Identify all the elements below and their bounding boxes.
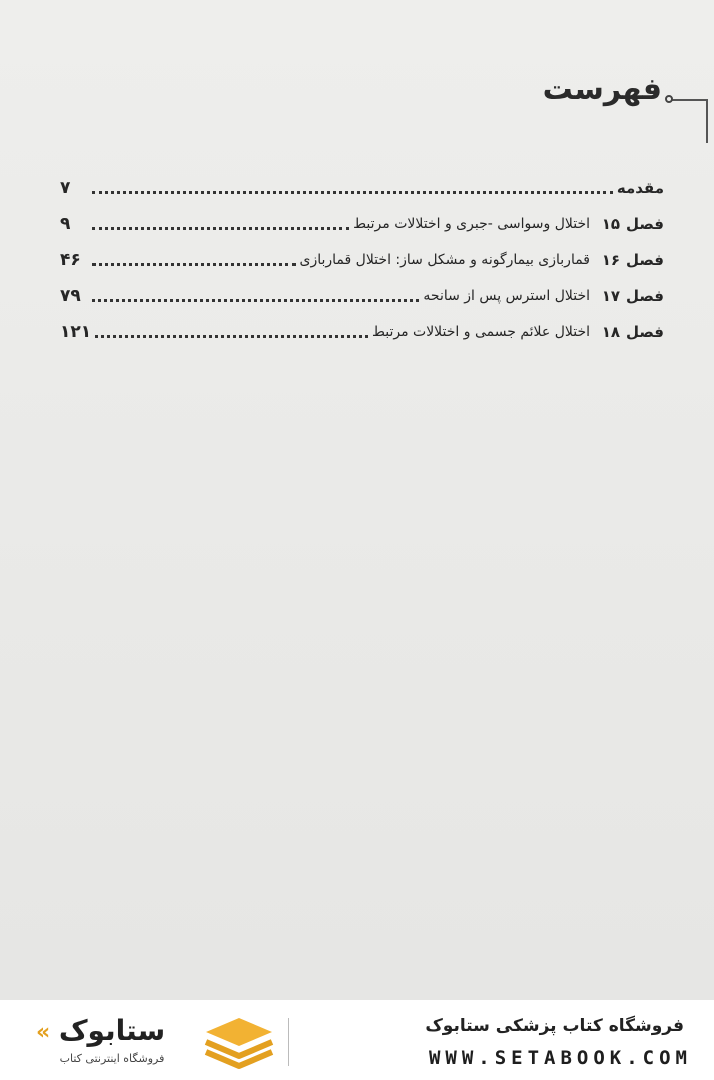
toc-leader-dots bbox=[92, 299, 419, 302]
logo-arrows-icon: « bbox=[36, 1020, 51, 1045]
store-url-link[interactable]: WWW.SETABOOK.COM bbox=[428, 1047, 692, 1069]
toc-page-number: ۴۶ bbox=[60, 250, 81, 270]
toc-page-number: ۹ bbox=[60, 214, 71, 234]
toc-row-intro[interactable] bbox=[60, 170, 664, 206]
toc-leader-dots bbox=[92, 263, 296, 266]
title-frame-line bbox=[672, 99, 708, 101]
toc-row-chapter-18[interactable] bbox=[60, 314, 664, 350]
chapter-number: ۱۵ bbox=[601, 215, 620, 233]
toc-chapter-label bbox=[598, 251, 664, 269]
toc-chapter-label bbox=[598, 215, 664, 233]
toc-entry-title: قماربازی بیمارگونه و مشکل ساز: اختلال قماربازی bbox=[299, 252, 590, 268]
toc-row-chapter-16[interactable] bbox=[60, 242, 664, 278]
chapter-word: فصل bbox=[626, 323, 664, 341]
toc-leader-dots bbox=[92, 191, 613, 194]
title-frame-line-vertical bbox=[706, 99, 708, 143]
toc-page-number: ۱۲۱ bbox=[60, 322, 92, 342]
toc-entry-title: مقدمه bbox=[616, 179, 664, 197]
toc-page-number: ۷۹ bbox=[60, 286, 81, 306]
chapter-word: فصل bbox=[626, 251, 664, 269]
toc-page-number: ۷ bbox=[60, 178, 71, 198]
toc-row-chapter-15[interactable] bbox=[60, 206, 664, 242]
page-title: فهرست bbox=[542, 72, 662, 107]
chapter-word: فصل bbox=[626, 215, 664, 233]
book-stack-logo-icon bbox=[202, 1016, 276, 1070]
toc-chapter-label bbox=[598, 323, 664, 341]
chapter-number: ۱۸ bbox=[601, 323, 620, 341]
toc-leader-dots bbox=[92, 227, 349, 230]
toc-chapter-label bbox=[598, 287, 664, 305]
title-bullet-icon bbox=[665, 95, 673, 103]
store-name: فروشگاه کتاب پزشکی ستابوک bbox=[425, 1016, 684, 1036]
logo-divider bbox=[288, 1018, 289, 1066]
toc-entry-title: اختلال وسواسی -جبری و اختلالات مرتبط bbox=[353, 216, 590, 232]
toc-row-chapter-17[interactable] bbox=[60, 278, 664, 314]
table-of-contents bbox=[60, 170, 664, 350]
chapter-number: ۱۷ bbox=[601, 287, 620, 305]
store-banner bbox=[0, 1000, 714, 1080]
toc-entry-title: اختلال استرس پس از سانحه bbox=[423, 288, 590, 304]
toc-leader-dots bbox=[95, 335, 368, 338]
chapter-word: فصل bbox=[626, 287, 664, 305]
logo-tagline: فروشگاه اینترنتی کتاب bbox=[59, 1052, 165, 1065]
logo-wordmark: ستابوک bbox=[58, 1014, 166, 1047]
toc-entry-title: اختلال علائم جسمی و اختلالات مرتبط bbox=[371, 324, 590, 340]
chapter-number: ۱۶ bbox=[601, 251, 620, 269]
